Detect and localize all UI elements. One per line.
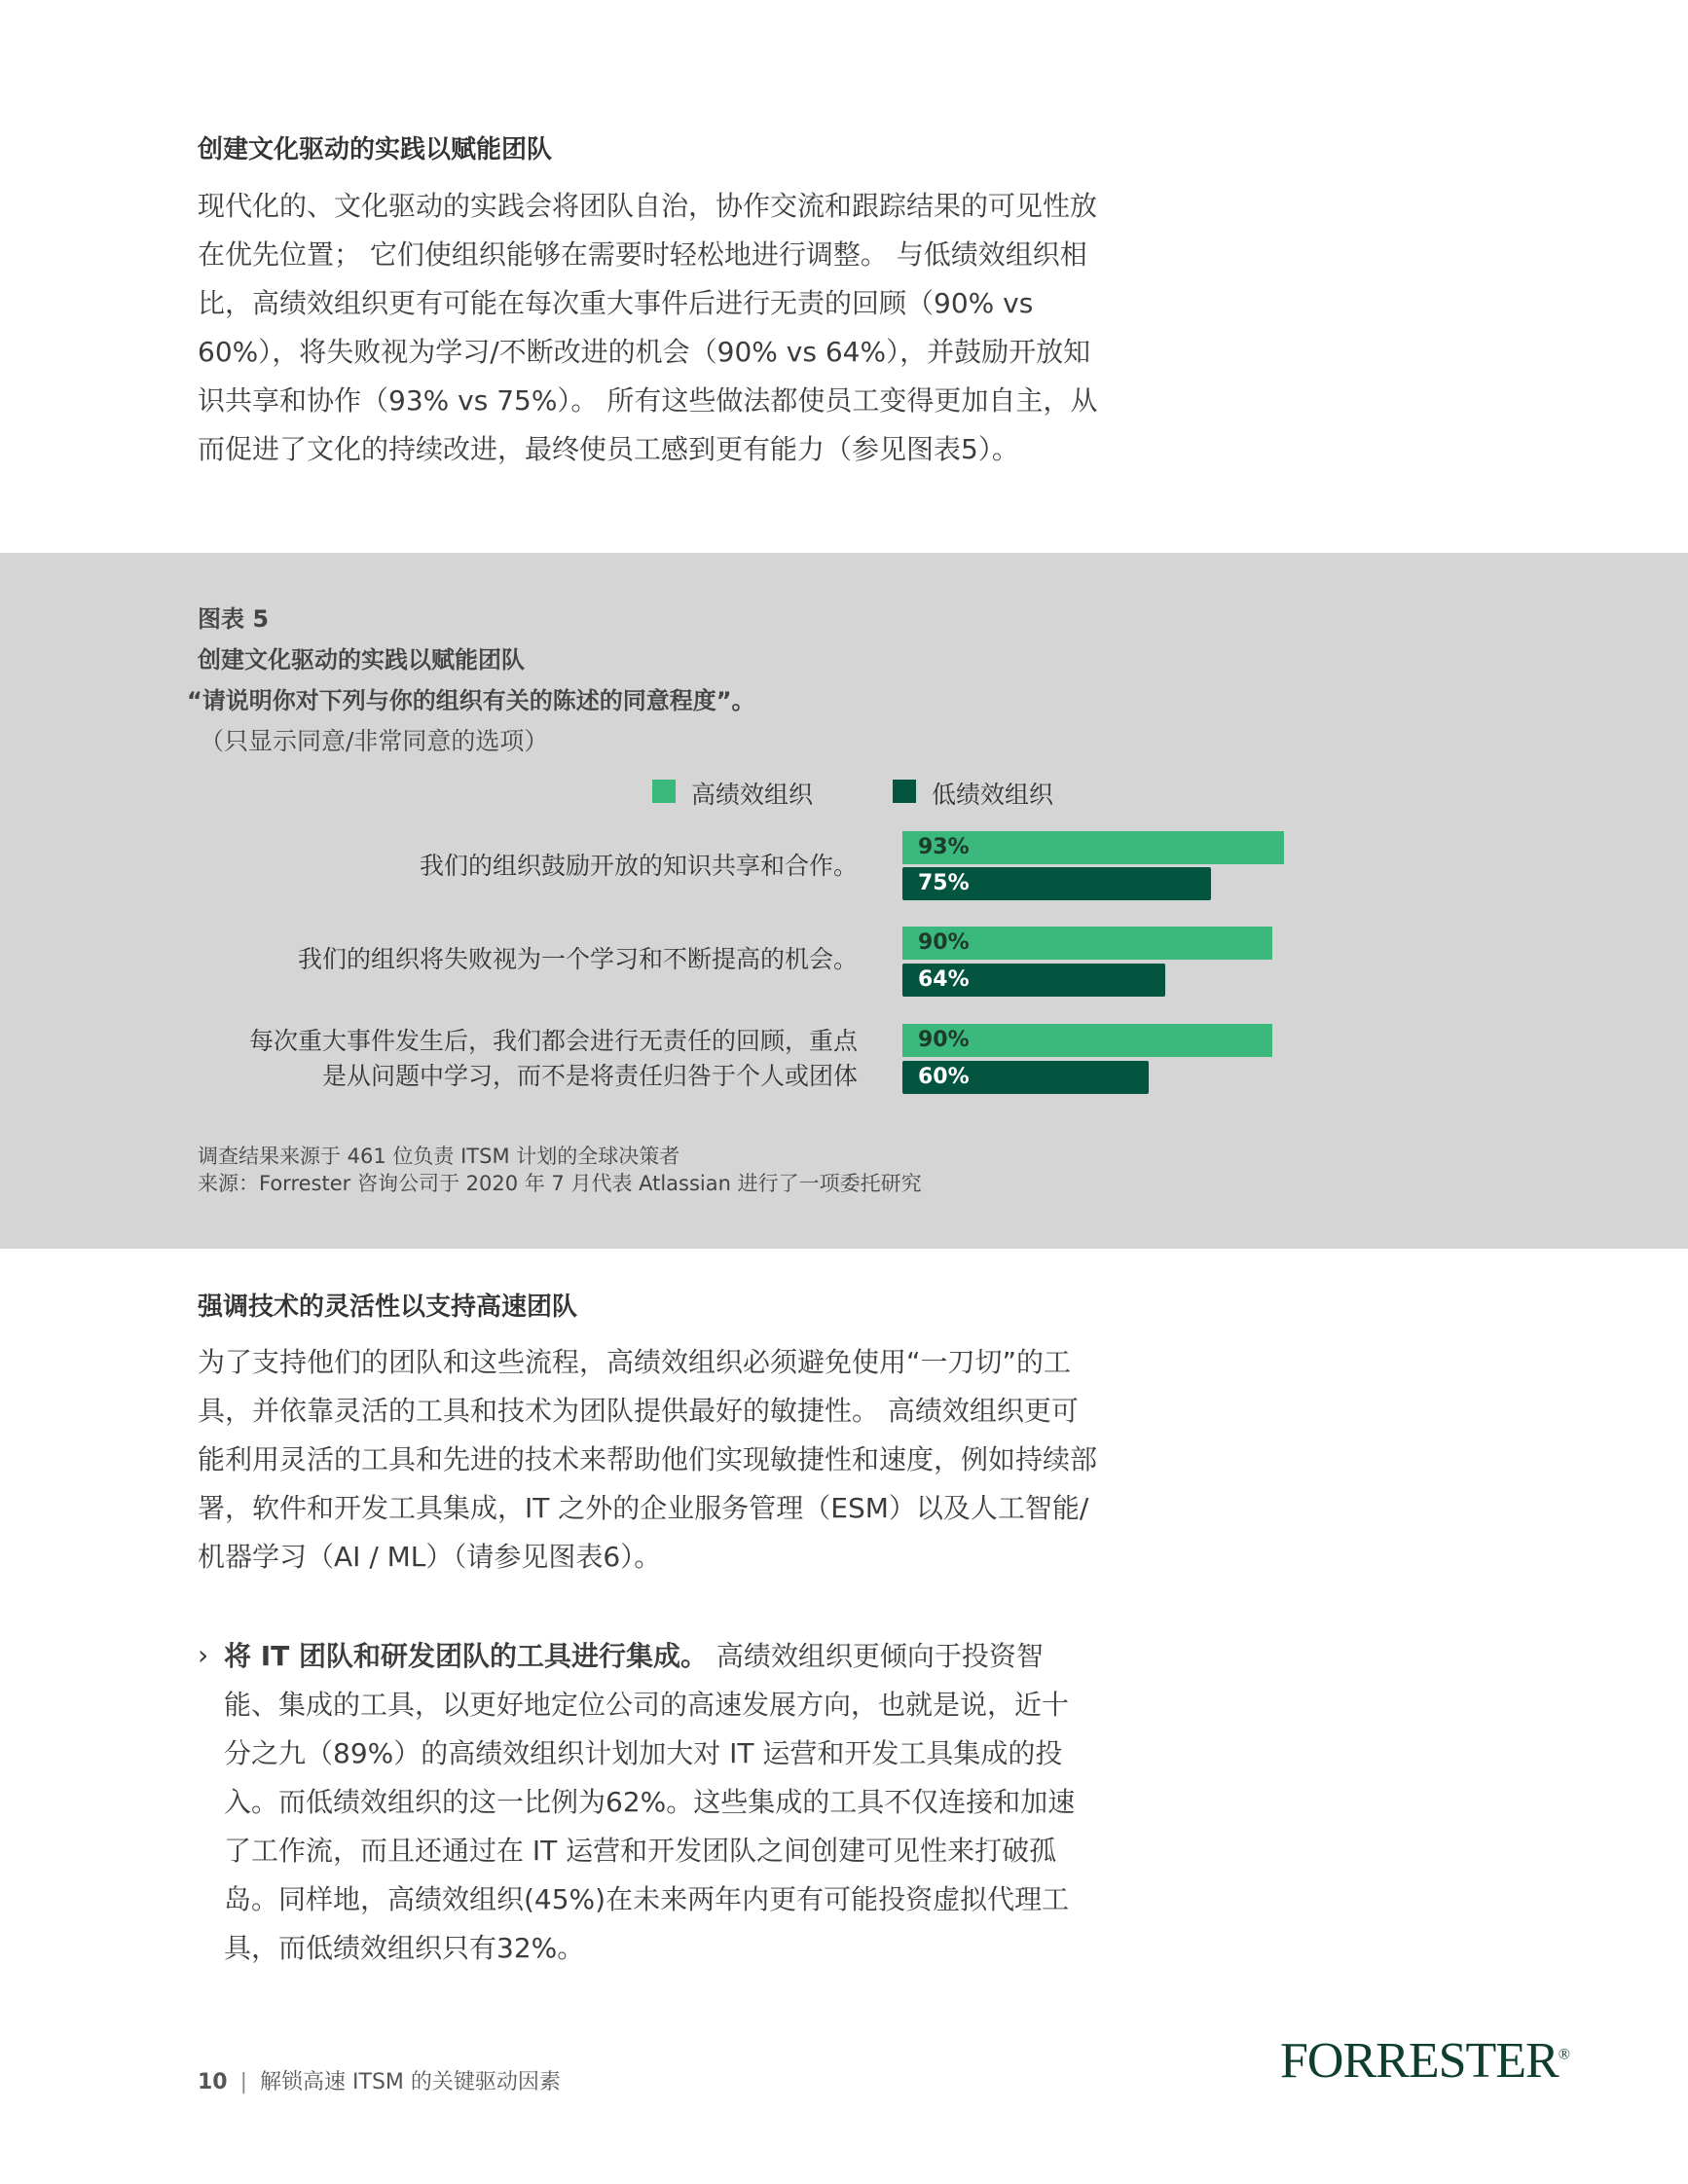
section-heading-technology: 强调技术的灵活性以支持高速团队 [198,1292,578,1322]
bar-low-performers: 60% [902,1061,1149,1094]
section-paragraph-culture: 现代化的、文化驱动的实践会将团队自治，协作交流和跟踪结果的可见性放在优先位置； 它们使组织能够在需要时轻松地进行调整。 与低绩效组织相比，高绩效组织更有可能在每次重大事件后进行无责的回顾（90% vs 60%），将失败视为学习/不断改进的机会（90% vs 64%），并鼓励开放知识共享和协作（93% vs 75%）。 所有这些做法都使员工变得更加自主，从而促进了文化的持续改进，最终使员工感到更有能力（参见图表5）。 [198,190,1098,465]
bar-low-performers: 75% [902,867,1211,900]
footer-separator: | [239,2070,248,2094]
bar-low-performers: 64% [902,964,1165,997]
figure-note-source: 来源：Forrester 咨询公司于 2020 年 7 月代表 Atlassian 进行了一项委托研究 [198,1172,922,1195]
footer-page-info [198,2065,561,2095]
section-paragraph-technology: 为了支持他们的团队和这些流程，高绩效组织必须避免使用“一刀切”的工具，并依靠灵活的工具和技术为团队提供最好的敏捷性。 高绩效组织更可能利用灵活的工具和先进的技术来帮助他们实现敏捷性和速度，例如持续部署，软件和开发工具集成，IT 之外的企业服务管理（ESM）以及人工智能/机器学习（AI / ML）（请参见图表6）。 [198,1346,1098,1573]
section-heading-culture: 创建文化驱动的实践以赋能团队 [198,135,553,164]
forrester-logo [1280,2032,1569,2090]
logo-text: FORRESTER [1280,2033,1559,2089]
legend-label-low: 低绩效组织 [932,781,1054,809]
figure-question: “请说明你对下列与你的组织有关的陈述的同意程度”。 [187,687,755,714]
category-label: 每次重大事件发生后，我们都会进行无责任的回顾，重点是从问题中学习，而不是将责任归咎于个人或团体 [248,1027,858,1090]
page-number: 10 [198,2070,228,2094]
category-label: 我们的组织鼓励开放的知识共享和合作。 [419,852,858,880]
figure-number: 图表 5 [198,605,270,633]
legend-swatch-high [652,780,676,803]
bullet-bold-lead: 将 IT 团队和研发团队的工具进行集成。 [224,1640,709,1672]
bar-high-performers: 90% [902,927,1272,960]
bar-high-performers: 93% [902,831,1284,864]
registered-mark: ® [1558,2046,1569,2063]
legend-label-high: 高绩效组织 [691,781,814,809]
bullet-item-tool-integration [224,1632,1090,1973]
legend-swatch-low [893,780,916,803]
bullet-marker: › [198,1639,209,1671]
bullet-text: 高绩效组织更倾向于投资智能、集成的工具，以更好地定位公司的高速发展方向，也就是说，近十分之九（89%）的高绩效组织计划加大对 IT 运营和开发工具集成的投入。而低绩效组织的这一比例为62%。这些集成的工具不仅连接和加速了工作流，而且还通过在 IT 运营和开发团队之间创建可见性来打破孤岛。同样地，高绩效组织(45%)在未来两年内更有可能投资虚拟代理工具，而低绩效组织只有32%。 [224,1640,1076,1964]
category-label: 我们的组织将失败视为一个学习和不断提高的机会。 [297,945,858,973]
bar-high-performers: 90% [902,1024,1272,1057]
document-title: 解锁高速 ITSM 的关键驱动因素 [260,2070,561,2094]
figure-title: 创建文化驱动的实践以赋能团队 [198,646,525,673]
figure-note-sample: 调查结果来源于 461 位负责 ITSM 计划的全球决策者 [198,1145,680,1168]
figure-subtitle: （只显示同意/非常同意的选项） [200,727,549,755]
